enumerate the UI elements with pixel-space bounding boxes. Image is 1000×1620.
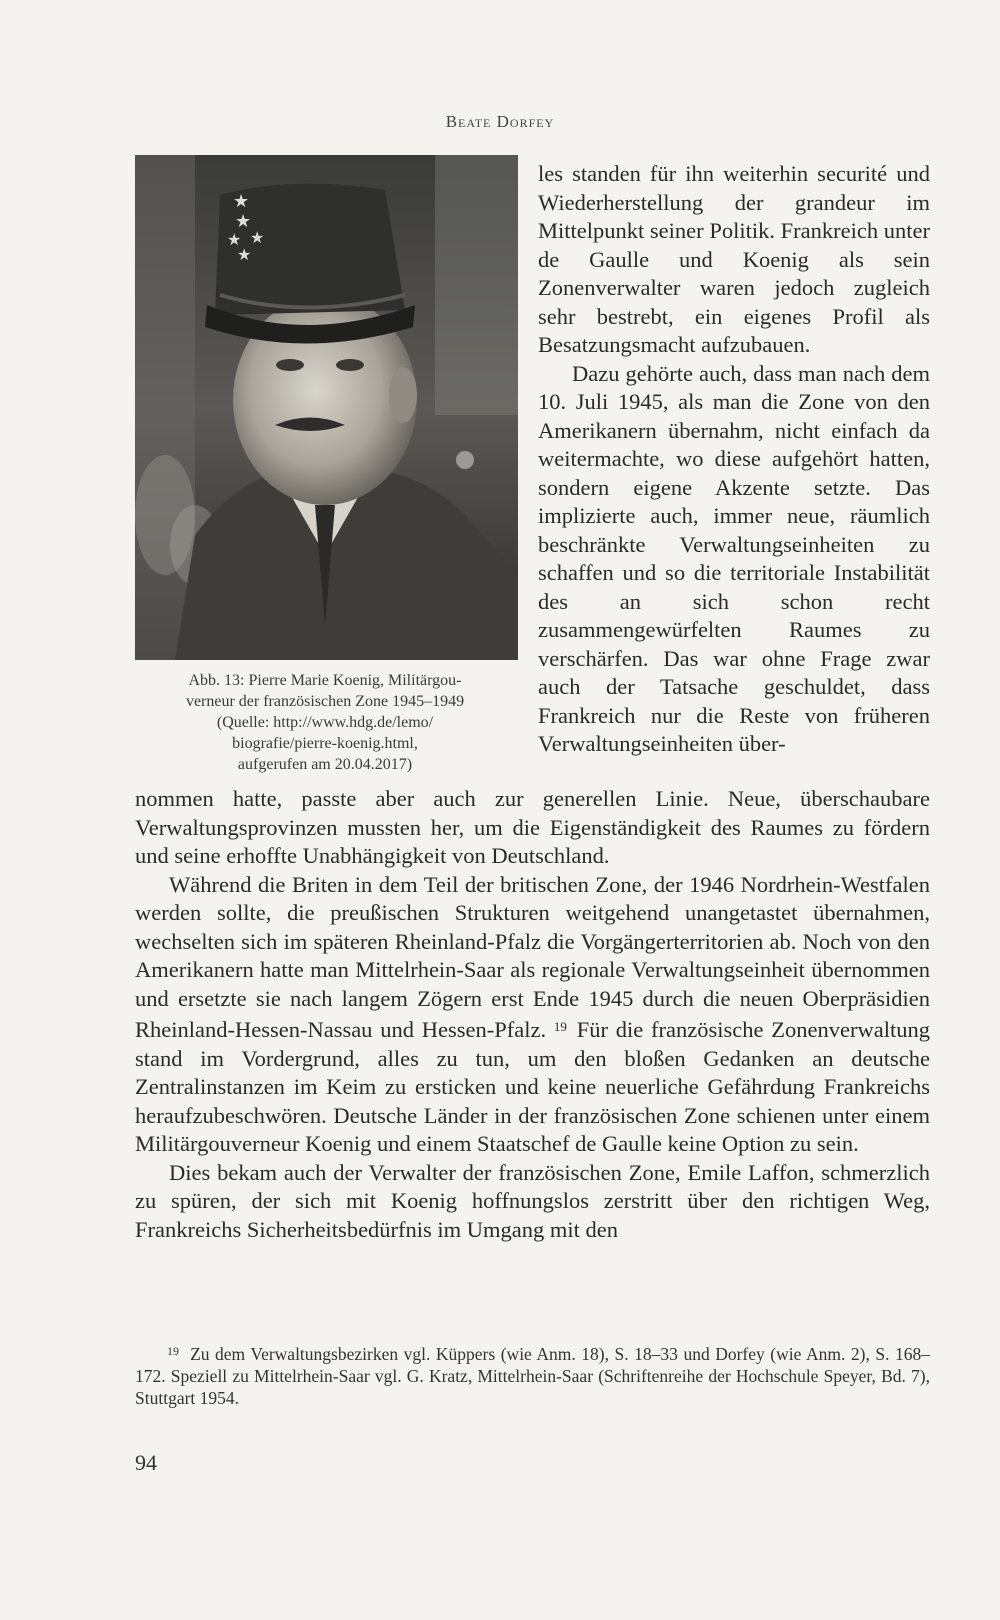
paragraph [135, 871, 930, 1159]
footnote-text: Zu dem Verwaltungsbezirken vgl. Küppers (wie Anm. 18), S. 18–33 und Dorfey (wie Anm. 2), S. 168–172. Speziell zu Mittelrhein-Saar vgl. G. Kratz, Mittelrhein-Saar (Schriftenreihe der Hochschule Speyer, Bd. 7), Stuttgart 1954. [135, 1344, 930, 1408]
paragraph-text: Für die französische Zonenverwaltung stand im Vordergrund, alles zu tun, um den bloßen Gedanken an deutsche Zentralinstanzen im Keim zu ersticken und keine neuerliche Gefährdung Frankreichs heraufzubeschwören. Deutsche Länder in der französischen Zone schienen unter einem Militärgouverneur Koenig und einem Staatschef de Gaulle keine Option zu sein. [135, 1017, 930, 1156]
caption-line: Abb. 13: Pierre Marie Koenig, Militärgou- [188, 672, 462, 689]
main-body-text [135, 785, 930, 1244]
paragraph: Dazu gehörte auch, dass man nach dem 10. Juli 1945, als man die Zone von den Amerikanern übernahm, nicht einfach da weitermachte, wo diese aufgehört hatten, sondern eigene Akzente setzte. Das implizierte auch, immer neue, räumlich beschränkte Verwaltungseinheiten zu schaffen und so die territoriale Instabilität des an sich schon recht zusammengewürfelten Raumes zu verschärfen. Das war ohne Frage zwar auch der Tatsache geschuldet, dass Frankreich nur die Reste von früheren Verwaltungseinheiten über- [538, 360, 930, 756]
paragraph: Dies bekam auch der Verwalter der französischen Zone, Emile Laffon, schmerzlich zu spüren, der sich mit Koenig hoffnungslos zerstritt über den richtigen Weg, Frankreichs Sicherheitsbedürfnis im Umgang mit den [135, 1159, 930, 1242]
figure-caption [130, 670, 520, 775]
side-column-text [538, 160, 930, 759]
caption-line: (Quelle: http://www.hdg.de/lemo/ [216, 714, 434, 731]
footnote [135, 1340, 930, 1409]
portrait-illustration [135, 155, 518, 660]
portrait-photo [135, 155, 518, 660]
svg-text:★: ★ [235, 211, 252, 232]
paragraph: nommen hatte, passte aber auch zur generellen Linie. Neue, überschaubare Verwaltungsprovinzen mussten her, um die Eigenständigkeit des Raumes zu fördern und seine erhoffte Unabhängigkeit von Deutschland. [135, 786, 930, 868]
caption-line: aufgerufen am 20.04.2017) [237, 756, 413, 773]
page-number: 94 [135, 1450, 157, 1475]
svg-text:★: ★ [237, 245, 252, 264]
paragraph: les standen für ihn weiterhin securité und Wiederherstellung der grandeur im Mittelpunkt seiner Politik. Frankreich unter de Gaulle und Koenig als sein Zonenverwalter waren jedoch zugleich sehr bestrebt, ein eigenes Profil als Besatzungsmacht aufzubauen. [538, 161, 930, 357]
footnote-number: 19 [167, 1344, 179, 1358]
paragraph-text: Während die Briten in dem Teil der britischen Zone, der 1946 Nordrhein-Westfalen werden sollte, die preußischen Strukturen weitgehend unangetastet übernahmen, wechselten sich im späteren Rheinland-Pfalz die Vorgängerterritorien ab. Noch von den Amerikanern hatte man Mittelrhein-Saar als regionale Verwaltungseinheit übernommen und ersetzte sie nach langem Zögern erst Ende 1945 durch die neuen Oberpräsidien Rheinland-Hessen-Nassau und Hessen-Pfalz. [135, 871, 930, 1042]
footnotes [135, 1340, 930, 1409]
footnote-reference[interactable]: 19 [553, 1019, 567, 1034]
caption-line: biografie/pierre-koenig.html, [232, 735, 418, 752]
svg-text:★: ★ [250, 228, 265, 247]
svg-text:★: ★ [233, 191, 250, 212]
running-header: Beate Dorfey [445, 112, 555, 131]
caption-line: verneur der französischen Zone 1945–1949 [185, 693, 465, 710]
svg-text:★: ★ [227, 230, 242, 249]
